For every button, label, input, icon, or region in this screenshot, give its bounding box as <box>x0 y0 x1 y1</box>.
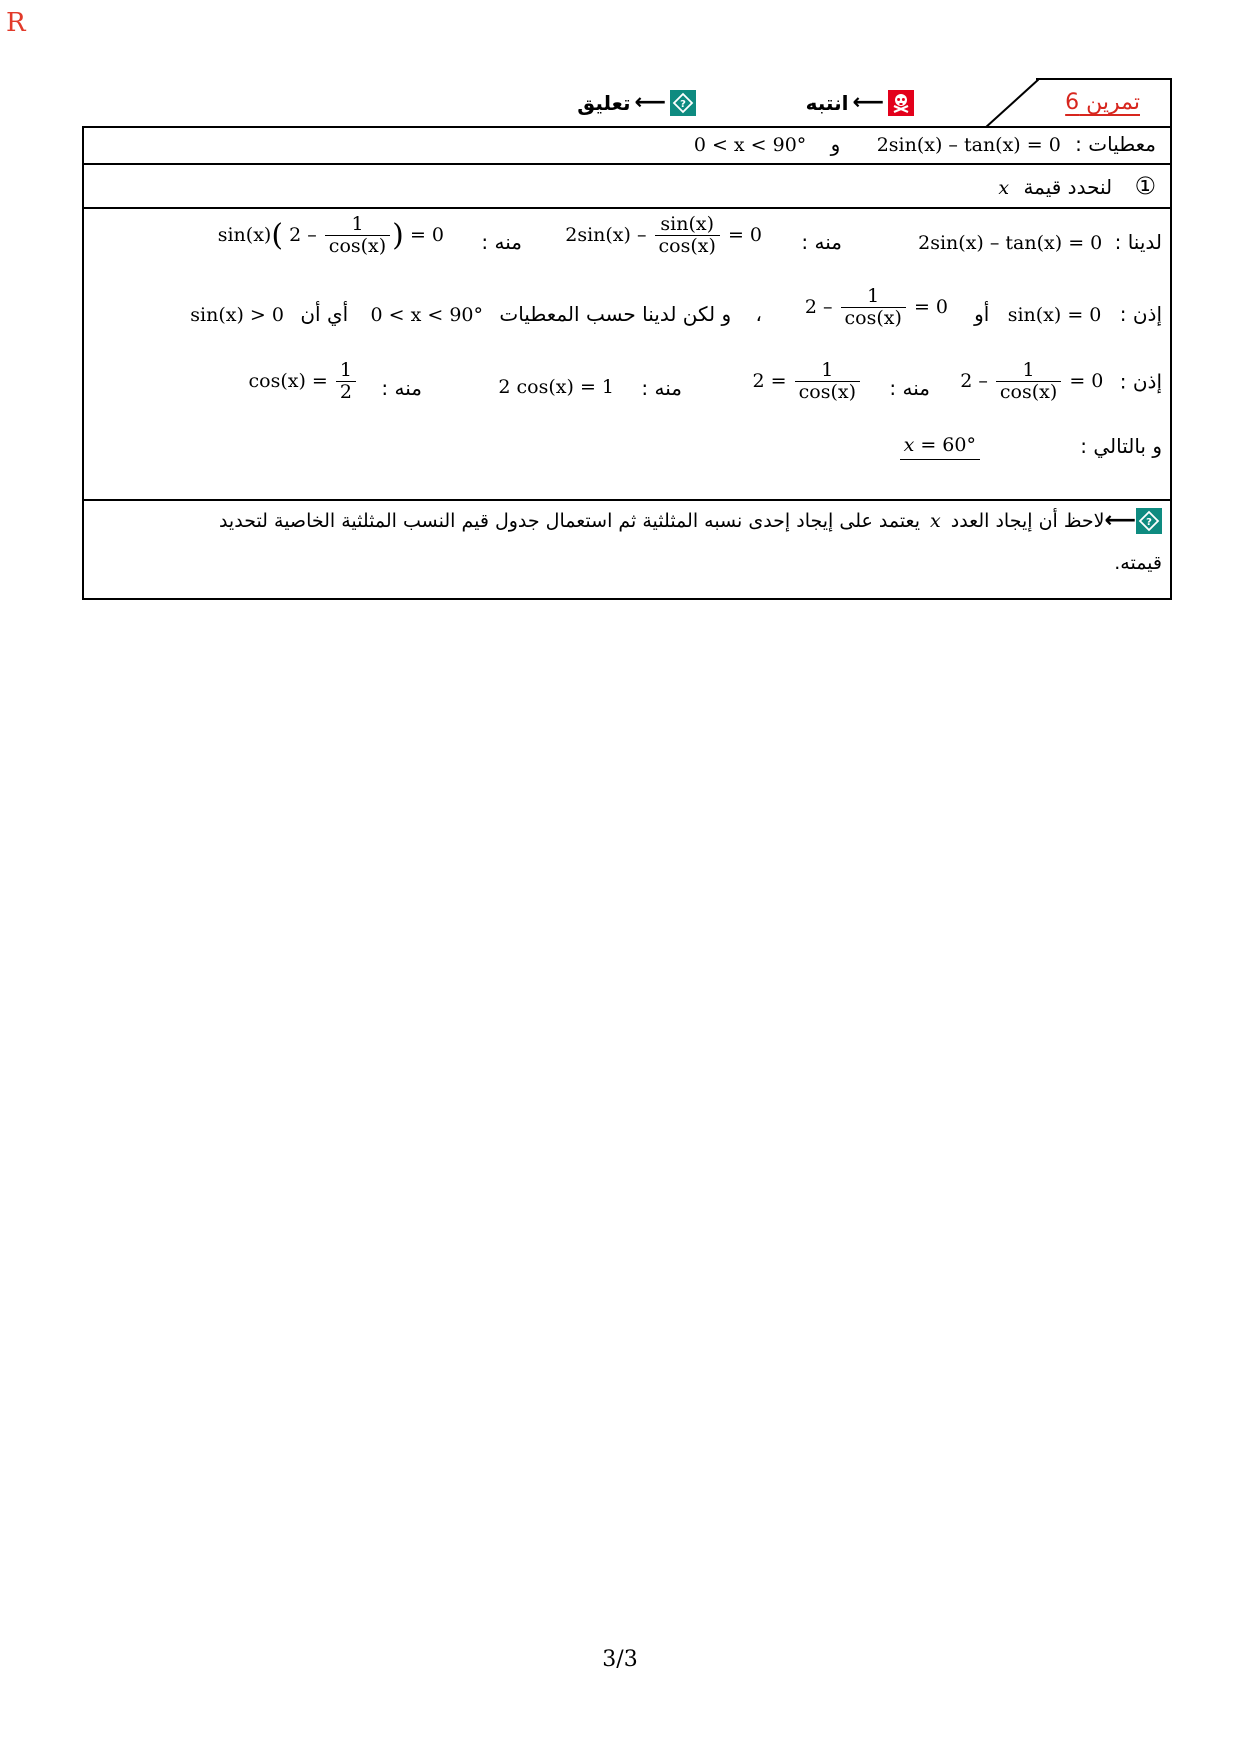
left-arrow-icon: ⟵ <box>634 90 666 115</box>
line3-then-b: منه : <box>641 376 682 400</box>
attention-label <box>806 90 914 116</box>
givens-equation: 2sin(x) – tan(x) = 0 <box>876 134 1061 156</box>
note-text-before: لاحظ أن إيجاد العدد <box>950 510 1105 532</box>
header-tabs <box>82 78 1172 128</box>
givens-connector: و <box>830 132 841 156</box>
line4-lead: و بالتالي : <box>1080 434 1162 458</box>
step1-title: لنحدد قيمة <box>1023 175 1113 199</box>
line2-equation-a: sin(x) = 0 <box>1007 304 1102 326</box>
givens-row <box>694 132 1156 156</box>
note-text-line2: قيمته. <box>1114 552 1162 574</box>
givens-condition: 0 < x < 90° <box>693 134 807 156</box>
line3-lead: إذن : <box>1119 369 1162 394</box>
line2-equation-b: 2 – $\frac{1}{\cos(x)}$ = 0 <box>804 285 948 329</box>
comment-label <box>577 90 696 116</box>
note-row <box>92 508 1162 574</box>
line1-equation-b: 2sin(x) – $\frac{\sin(x)}{\cos(x)}$ = 0 <box>565 213 762 257</box>
line3-then-a: منه : <box>889 376 930 400</box>
exercise-box <box>82 126 1172 600</box>
page-number: 3/3 <box>602 1647 638 1672</box>
left-arrow-icon: ⟵ <box>1104 508 1136 533</box>
tab-slant-divider <box>985 78 1039 128</box>
final-result: x = 60° <box>900 434 980 460</box>
line1-lead: لدينا : <box>1114 230 1162 254</box>
step-number-icon: ① <box>1134 172 1156 200</box>
svg-text:?: ? <box>1146 517 1152 528</box>
line3-equation-b: 2 = $\frac{1}{\cos(x)}$ <box>753 360 862 404</box>
line1-then-b: منه : <box>481 230 522 254</box>
comment-text: تعليق <box>577 91 631 115</box>
question-diamond-icon <box>1136 508 1162 534</box>
givens-label: معطيات : <box>1075 132 1156 156</box>
line1-equation-c: sin(x)( 2 – $\frac{1}{\cos(x)}$ ) = 0 <box>217 213 444 257</box>
skull-crossbones-icon <box>888 90 914 116</box>
line3-equation-c: 2 cos(x) = 1 <box>498 376 614 398</box>
separator <box>84 499 1170 501</box>
separator <box>84 207 1170 209</box>
line2-comma: ، <box>755 302 762 326</box>
exercise-tab <box>1036 78 1172 128</box>
step1-variable: x <box>998 177 1010 199</box>
line2-equation-c: sin(x) > 0 <box>190 304 284 326</box>
line2-condition: 0 < x < 90° <box>370 304 483 326</box>
exercise-title: تمرين 6 <box>1065 90 1140 115</box>
attention-text: انتبه <box>805 91 849 115</box>
note-text-after: يعتمد على إيجاد إحدى نسبه المثلثية ثم استعمال جدول قيم النسب المثلثية الخاصية لتحديد <box>218 510 921 532</box>
line2-means: أي أن <box>300 302 349 326</box>
question-diamond-icon <box>670 90 696 116</box>
step1-heading <box>998 172 1156 200</box>
separator <box>84 163 1170 165</box>
line1-then-a: منه : <box>801 230 842 254</box>
line3-then-c: منه : <box>381 376 422 400</box>
left-arrow-icon: ⟵ <box>852 90 884 115</box>
line3-equation-d: cos(x) = $\frac{1}{2}$ <box>249 360 358 404</box>
line3-equation-a: 2 – $\frac{1}{\cos(x)}$ = 0 <box>960 359 1104 403</box>
line2-but: و لكن لدينا حسب المعطيات <box>499 302 732 326</box>
line2-or: أو <box>974 302 990 326</box>
line2-lead: إذن : <box>1119 302 1162 326</box>
svg-text:?: ? <box>680 99 686 110</box>
corner-mark: R <box>6 8 26 38</box>
line1-equation-a: 2sin(x) – tan(x) = 0 <box>918 232 1103 254</box>
note-variable: x <box>930 510 941 532</box>
